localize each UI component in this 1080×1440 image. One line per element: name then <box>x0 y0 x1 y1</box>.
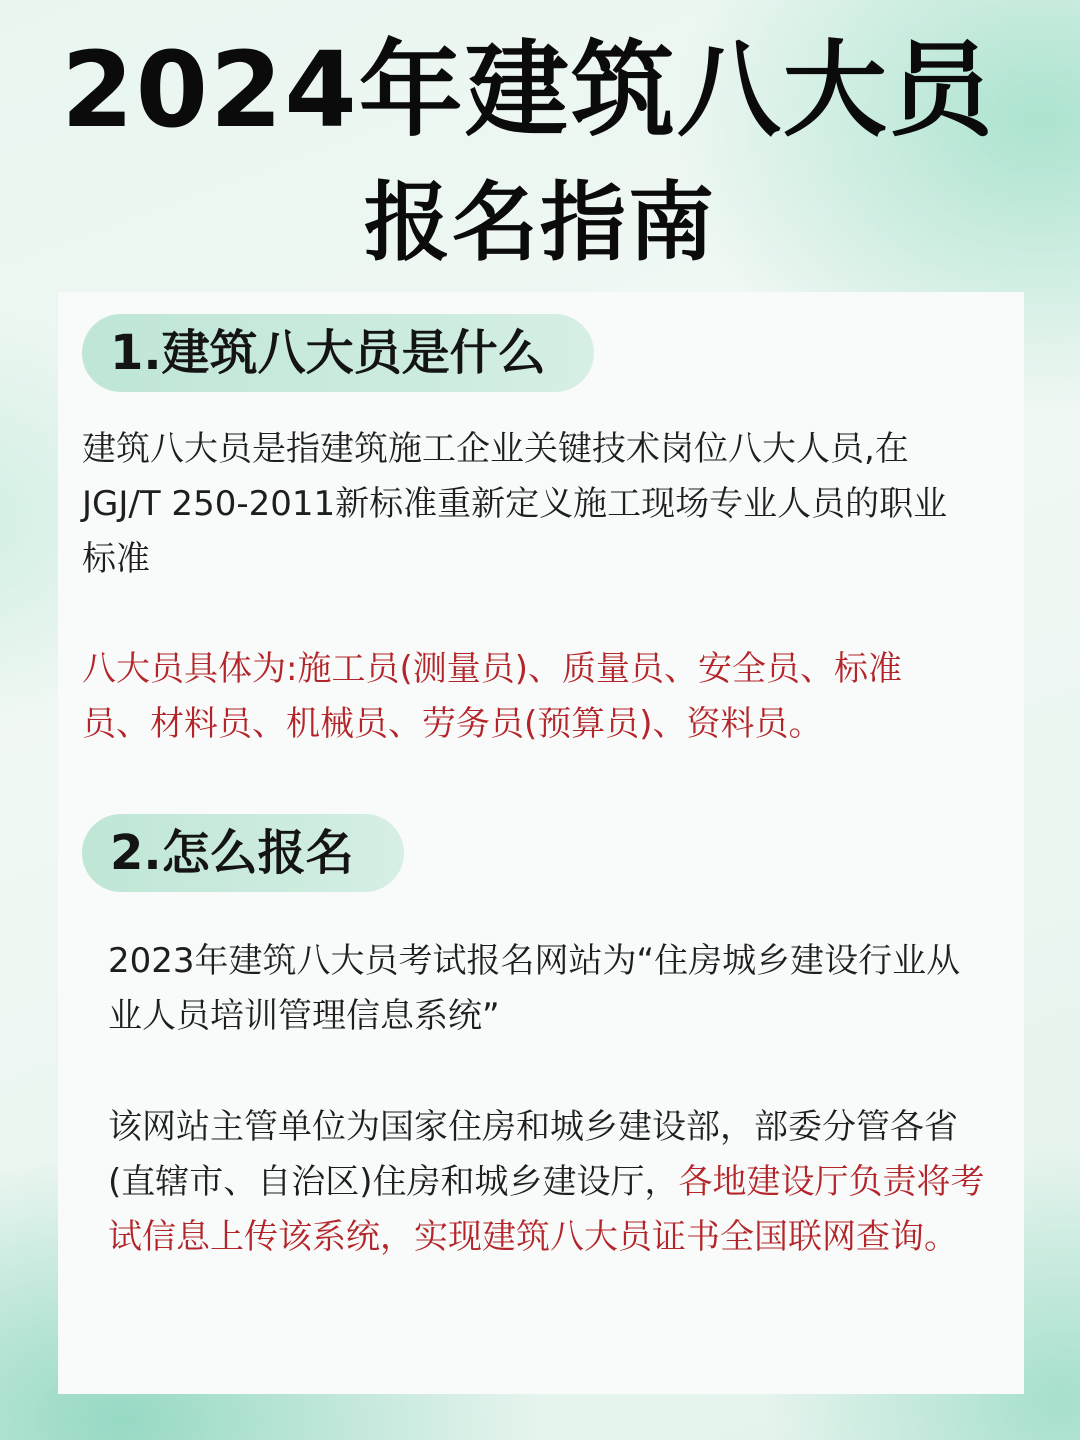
authority-text: 该网站主管单位为国家住房和城乡建设部，部委分管各省(直辖市、自治区)住房和城乡建设厅， <box>108 1107 958 1202</box>
page-subtitle: 报名指南 <box>364 173 716 273</box>
page-title: 2024年建筑八大员 <box>61 29 995 151</box>
authority-highlight-text: 各地建设厅负责将考试信息上传该系统，实现建筑八大员证书全国联网查询。 <box>108 1162 985 1257</box>
website-paragraph: 2023年建筑八大员考试报名网站为“住房城乡建设行业从业人员培训管理信息系统” <box>108 941 961 1036</box>
section-heading-how: 2.怎么报名 <box>82 814 404 892</box>
roles-paragraph: 八大员具体为:施工员(测量员)、质量员、安全员、标准员、材料员、机械员、劳务员(预算员)、资料员。 <box>82 649 902 744</box>
definition-paragraph: 建筑八大员是指建筑施工企业关键技术岗位八大人员,在JGJ/T 250-2011新标准重新定义施工现场专业人员的职业标准 <box>82 429 948 579</box>
section-heading-what: 1.建筑八大员是什么 <box>82 314 594 392</box>
content-card <box>58 292 1024 1394</box>
authority-paragraph <box>108 1100 998 1265</box>
